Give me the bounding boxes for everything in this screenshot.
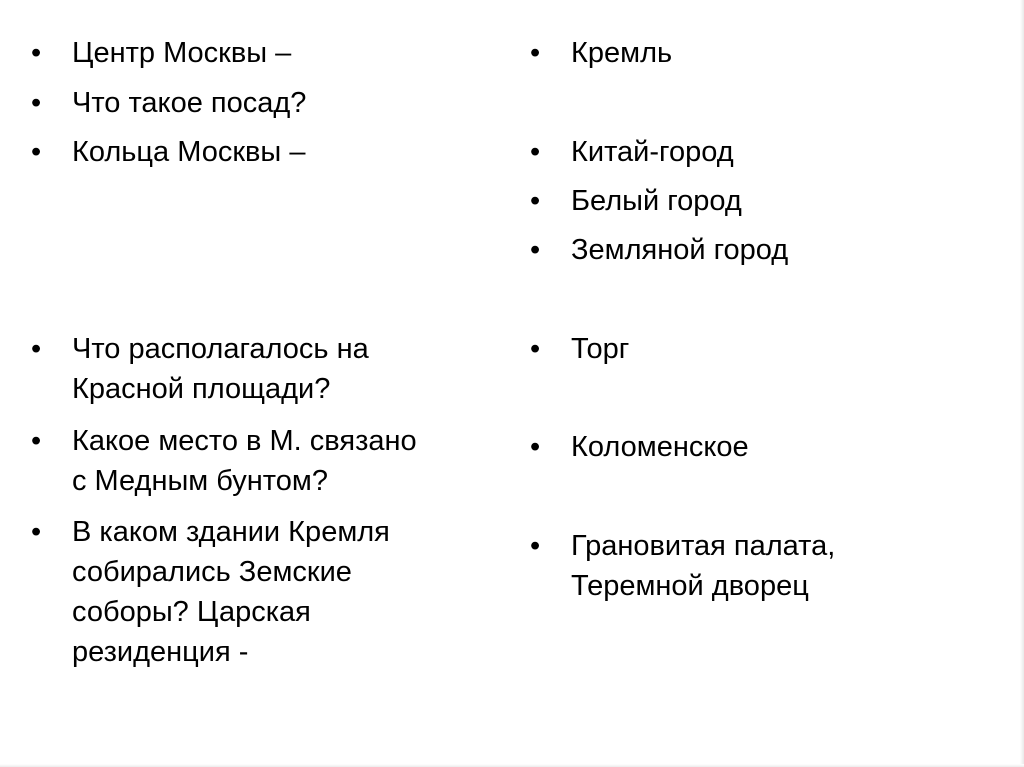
left-item-text: Кольца Москвы – (72, 136, 306, 168)
left-item-moscow-rings (31, 132, 305, 172)
right-item-text: Земляной город (571, 234, 789, 266)
bullet-icon: • (31, 37, 42, 69)
right-item-earth-city (530, 230, 788, 270)
bullet-icon: • (31, 136, 42, 168)
right-item-kitay-gorod (530, 132, 734, 172)
right-item-torg (530, 329, 629, 369)
left-item-copper-riot (31, 421, 417, 501)
right-item-kolomenskoye (530, 427, 749, 467)
bullet-icon: • (530, 333, 541, 365)
bullet-icon: • (530, 530, 541, 562)
right-item-faceted-chamber (530, 526, 835, 606)
left-item-text: Что располагалось на Красной площади? (72, 333, 369, 405)
left-item-what-is-posad (31, 83, 306, 123)
left-item-text: Что такое посад? (72, 87, 307, 119)
right-item-kremlin (530, 33, 672, 73)
right-item-text: Китай-город (571, 136, 734, 168)
right-item-text: Белый город (571, 185, 742, 217)
left-item-text: Центр Москвы – (72, 37, 292, 69)
left-item-red-square (31, 329, 369, 409)
left-item-center-of-moscow (31, 33, 291, 73)
right-item-white-city (530, 181, 742, 221)
left-item-text: В каком здании Кремля собирались Земские соборы? Царская резиденция - (72, 516, 390, 668)
bullet-icon: • (530, 185, 541, 217)
right-item-text: Кремль (571, 37, 673, 69)
bullet-icon: • (530, 234, 541, 266)
left-item-zemsky-sobor (31, 512, 390, 672)
bullet-icon: • (31, 87, 42, 119)
bullet-icon: • (31, 333, 42, 365)
bullet-icon: • (31, 516, 42, 548)
bullet-icon: • (530, 431, 541, 463)
bullet-icon: • (530, 136, 541, 168)
right-item-text: Коломенское (571, 431, 749, 463)
right-item-text: Торг (571, 333, 630, 365)
bullet-icon: • (31, 425, 42, 457)
slide-right-edge (1020, 0, 1024, 767)
bullet-icon: • (530, 37, 541, 69)
left-item-text: Какое место в М. связано с Медным бунтом? (72, 425, 417, 497)
right-item-text: Грановитая палата, Теремной дворец (571, 530, 836, 602)
